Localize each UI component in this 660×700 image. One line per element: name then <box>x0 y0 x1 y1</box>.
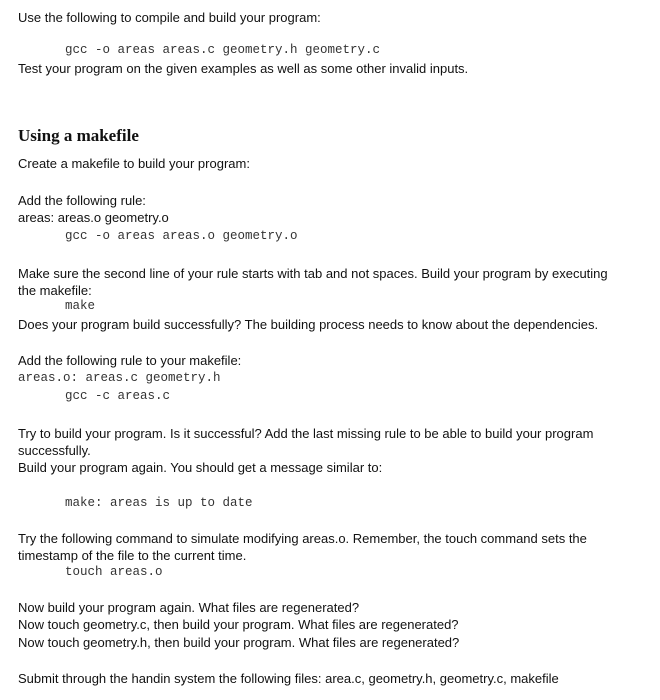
up-to-date-message: make: areas is up to date <box>65 496 253 510</box>
rule-command: gcc -o areas areas.o geometry.o <box>65 229 298 243</box>
submit-instruction: Submit through the handin system the following files: area.c, geometry.h, geometry.c, makefile <box>18 671 559 686</box>
try-build-text: Try to build your program. Is it successful? Add the last missing rule to be able to build your program successfully. <box>18 426 594 458</box>
touch-instruction: Try the following command to simulate modifying areas.o. Remember, the touch command sets the timestamp of the file to the current time. <box>18 531 587 563</box>
rule-target: areas: areas.o geometry.o <box>18 210 169 225</box>
question-2: Now touch geometry.c, then build your program. What files are regenerated? <box>18 617 459 632</box>
compile-intro: Use the following to compile and build your program: <box>18 10 321 25</box>
build-question: Does your program build successfully? The building process needs to know about the dependencies. <box>18 317 599 332</box>
rule2-command: gcc -c areas.c <box>65 389 171 403</box>
question-3: Now touch geometry.h, then build your program. What files are regenerated? <box>18 635 460 650</box>
question-1: Now build your program again. What files are regenerated? <box>18 600 360 615</box>
rule2-target: areas.o: areas.c geometry.h <box>18 371 221 385</box>
create-makefile-text: Create a makefile to build your program: <box>18 156 250 171</box>
make-command: make <box>65 299 96 313</box>
touch-command: touch areas.o <box>65 565 163 579</box>
compile-command: gcc -o areas areas.c geometry.h geometry.c <box>65 43 381 57</box>
makefile-heading: Using a makefile <box>18 126 139 145</box>
add-rule2-text: Add the following rule to your makefile: <box>18 353 242 368</box>
add-rule-text: Add the following rule: <box>18 193 146 208</box>
test-instruction: Test your program on the given examples as well as some other invalid inputs. <box>18 61 469 76</box>
tab-note: Make sure the second line of your rule starts with tab and not spaces. Build your program by executing the makefile: <box>18 266 608 298</box>
build-again-text: Build your program again. You should get a message similar to: <box>18 460 383 475</box>
